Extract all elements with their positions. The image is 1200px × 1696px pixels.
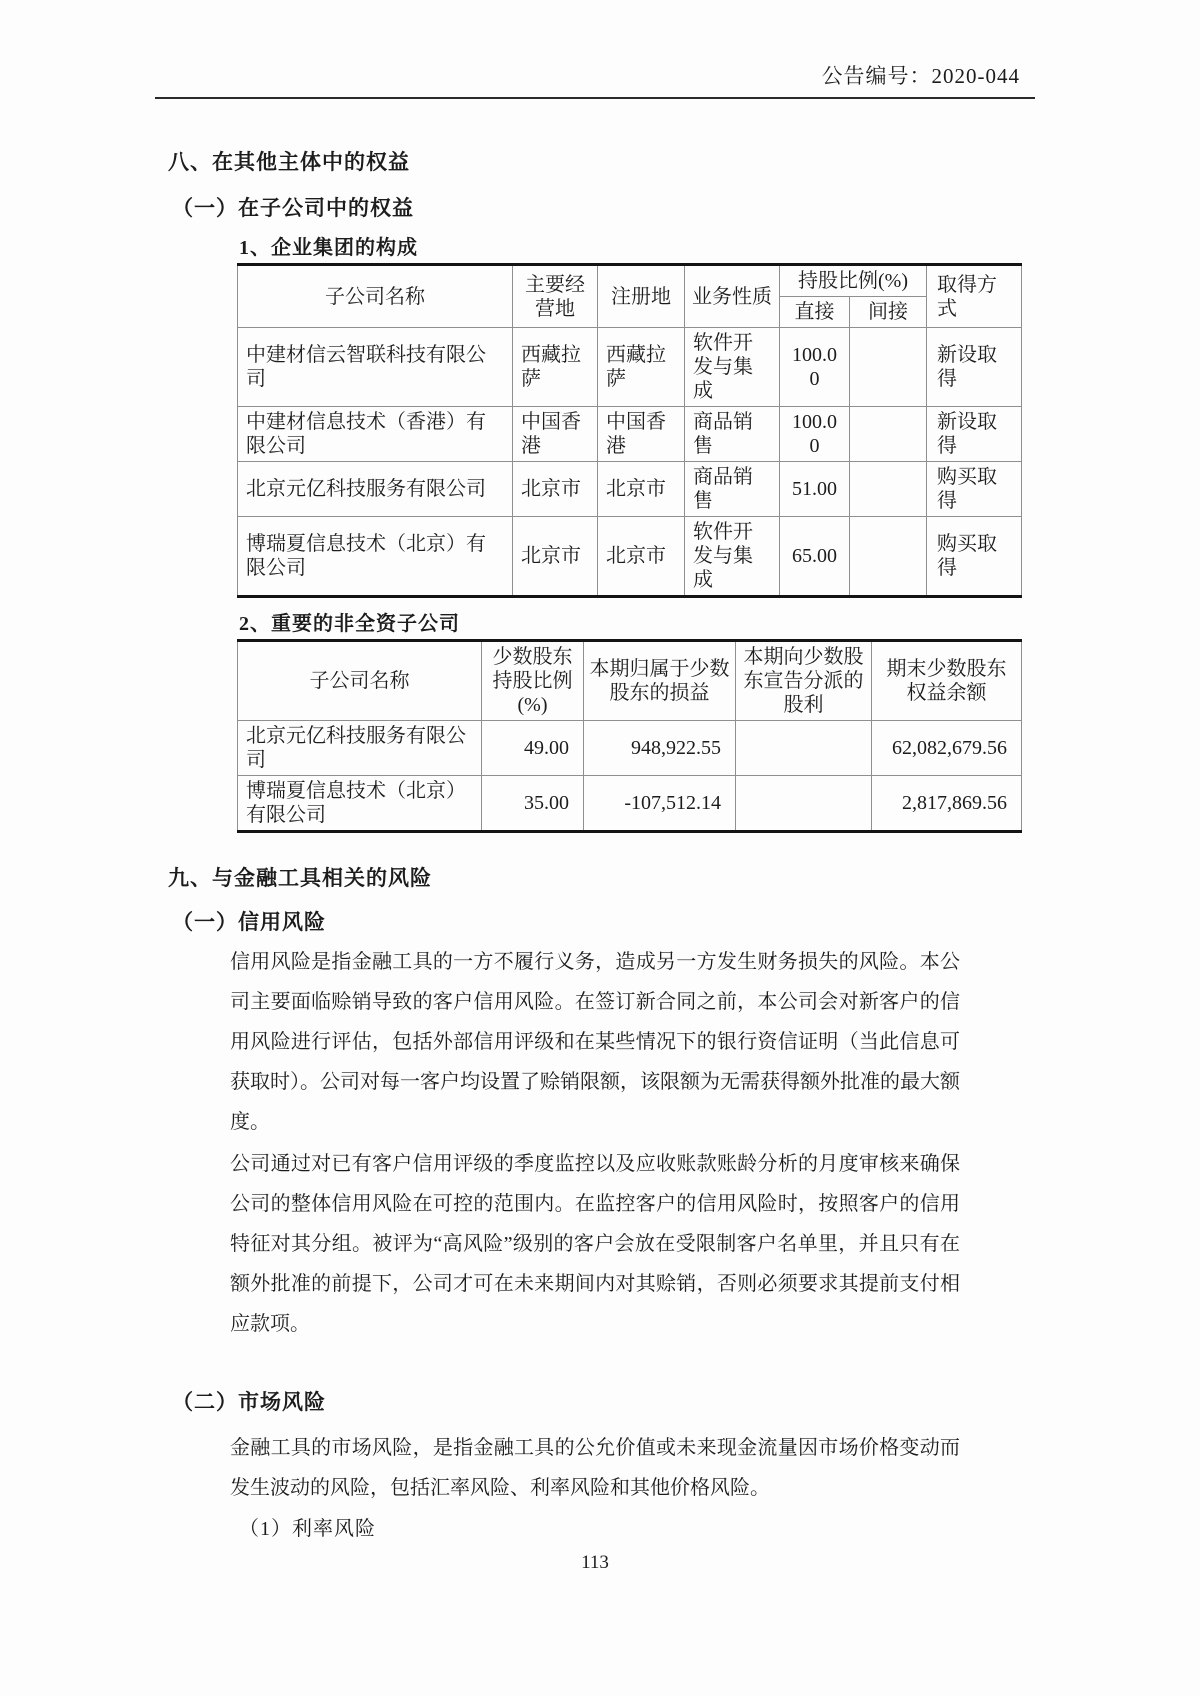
col-header-direct: 直接	[780, 297, 850, 328]
page-number: 113	[581, 1552, 609, 1573]
direct-ratio-cell: 100.00	[780, 328, 850, 407]
credit-risk-paragraph-2: 公司通过对已有客户信用评级的季度监控以及应收账款账龄分析的月度审核来确保公司的整体信用风险在可控的范围内。在监控客户的信用风险时，按照客户的信用特征对其分组。被评为“高风险”级别的客户会放在受限制客户名单里，并且只有在额外批准的前提下，公司才可在未来期间内对其赊销，否则必须要求其提前支付相应款项。	[230, 1153, 960, 1335]
ending-equity-cell: 62,082,679.56	[872, 721, 1022, 776]
minority-ratio-cell: 49.00	[482, 721, 584, 776]
table-row	[238, 328, 1022, 407]
col-header-dividends-declared: 本期向少数股东宣告分派的股利	[736, 641, 872, 721]
direct-ratio-cell: 100.00	[780, 407, 850, 462]
credit-risk-heading: （一）信用风险	[172, 910, 326, 934]
table-row	[238, 407, 1022, 462]
registered-location-cell: 北京市	[598, 517, 685, 597]
subsidiary-name-cell: 中建材信云智联科技有限公司	[238, 328, 513, 407]
col-header-main-location: 主要经营地	[513, 265, 598, 328]
non-wholly-owned-subsidiaries-table	[237, 639, 1022, 833]
interest-rate-risk-heading: （1）利率风险	[239, 1518, 376, 1540]
ending-equity-cell: 2,817,869.56	[872, 776, 1022, 832]
table-row	[238, 721, 1022, 776]
col-header-subsidiary-name: 子公司名称	[238, 265, 513, 328]
subsidiary-name-cell: 北京元亿科技服务有限公司	[238, 721, 482, 776]
minority-ratio-cell: 35.00	[482, 776, 584, 832]
subsidiary-name-cell: 北京元亿科技服务有限公司	[238, 462, 513, 517]
section-8-1-heading: （一）在子公司中的权益	[172, 196, 414, 220]
indirect-ratio-cell	[850, 517, 927, 597]
col-header-indirect: 间接	[850, 297, 927, 328]
table2-heading: 2、重要的非全资子公司	[239, 613, 460, 635]
business-nature-cell: 商品销售	[685, 462, 780, 517]
subsidiary-name-cell: 博瑞夏信息技术（北京）有限公司	[238, 517, 513, 597]
registered-location-cell: 西藏拉萨	[598, 328, 685, 407]
main-location-cell: 西藏拉萨	[513, 328, 598, 407]
col-header-business-nature: 业务性质	[685, 265, 780, 328]
indirect-ratio-cell	[850, 328, 927, 407]
table-row	[238, 776, 1022, 832]
acquisition-method-cell: 新设取得	[927, 407, 1022, 462]
table1-header-row	[238, 265, 1022, 297]
main-location-cell: 北京市	[513, 462, 598, 517]
section-8-heading: 八、在其他主体中的权益	[168, 150, 410, 174]
col-header-shareholding-ratio: 持股比例(%)	[780, 265, 927, 297]
acquisition-method-cell: 购买取得	[927, 517, 1022, 597]
main-location-cell: 中国香港	[513, 407, 598, 462]
direct-ratio-cell: 51.00	[780, 462, 850, 517]
section-9-heading: 九、与金融工具相关的风险	[168, 866, 432, 890]
group-composition-table	[237, 263, 1022, 598]
table-row	[238, 462, 1022, 517]
col-header-registered-location: 注册地	[598, 265, 685, 328]
col-header-acquisition-method: 取得方式	[927, 265, 1022, 328]
col-header-subsidiary-name: 子公司名称	[238, 641, 482, 721]
col-header-minority-ratio: 少数股东持股比例(%)	[482, 641, 584, 721]
business-nature-cell: 商品销售	[685, 407, 780, 462]
indirect-ratio-cell	[850, 407, 927, 462]
minority-pl-cell: 948,922.55	[584, 721, 736, 776]
doc-number: 公告编号：2020-044	[821, 64, 1020, 88]
col-header-ending-minority-equity: 期末少数股东权益余额	[872, 641, 1022, 721]
minority-pl-cell: -107,512.14	[584, 776, 736, 832]
dividends-cell	[736, 776, 872, 832]
acquisition-method-cell: 新设取得	[927, 328, 1022, 407]
subsidiary-name-cell: 中建材信息技术（香港）有限公司	[238, 407, 513, 462]
header-rule	[155, 97, 1035, 99]
credit-risk-paragraph-1: 信用风险是指金融工具的一方不履行义务，造成另一方发生财务损失的风险。本公司主要面临赊销导致的客户信用风险。在签订新合同之前，本公司会对新客户的信用风险进行评估，包括外部信用评级和在某些情况下的银行资信证明（当此信息可获取时）。公司对每一客户均设置了赊销限额，该限额为无需获得额外批准的最大额度。	[230, 951, 960, 1133]
registered-location-cell: 中国香港	[598, 407, 685, 462]
market-risk-heading: （二）市场风险	[172, 1390, 326, 1414]
direct-ratio-cell: 65.00	[780, 517, 850, 597]
registered-location-cell: 北京市	[598, 462, 685, 517]
dividends-cell	[736, 721, 872, 776]
business-nature-cell: 软件开发与集成	[685, 517, 780, 597]
acquisition-method-cell: 购买取得	[927, 462, 1022, 517]
subsidiary-name-cell: 博瑞夏信息技术（北京）有限公司	[238, 776, 482, 832]
table1-heading: 1、企业集团的构成	[239, 237, 418, 259]
market-risk-paragraph: 金融工具的市场风险，是指金融工具的公允价值或未来现金流量因市场价格变动而发生波动的风险，包括汇率风险、利率风险和其他价格风险。	[230, 1437, 960, 1499]
indirect-ratio-cell	[850, 462, 927, 517]
main-location-cell: 北京市	[513, 517, 598, 597]
col-header-minority-pl: 本期归属于少数股东的损益	[584, 641, 736, 721]
table2-header-row	[238, 641, 1022, 721]
table-row	[238, 517, 1022, 597]
business-nature-cell: 软件开发与集成	[685, 328, 780, 407]
